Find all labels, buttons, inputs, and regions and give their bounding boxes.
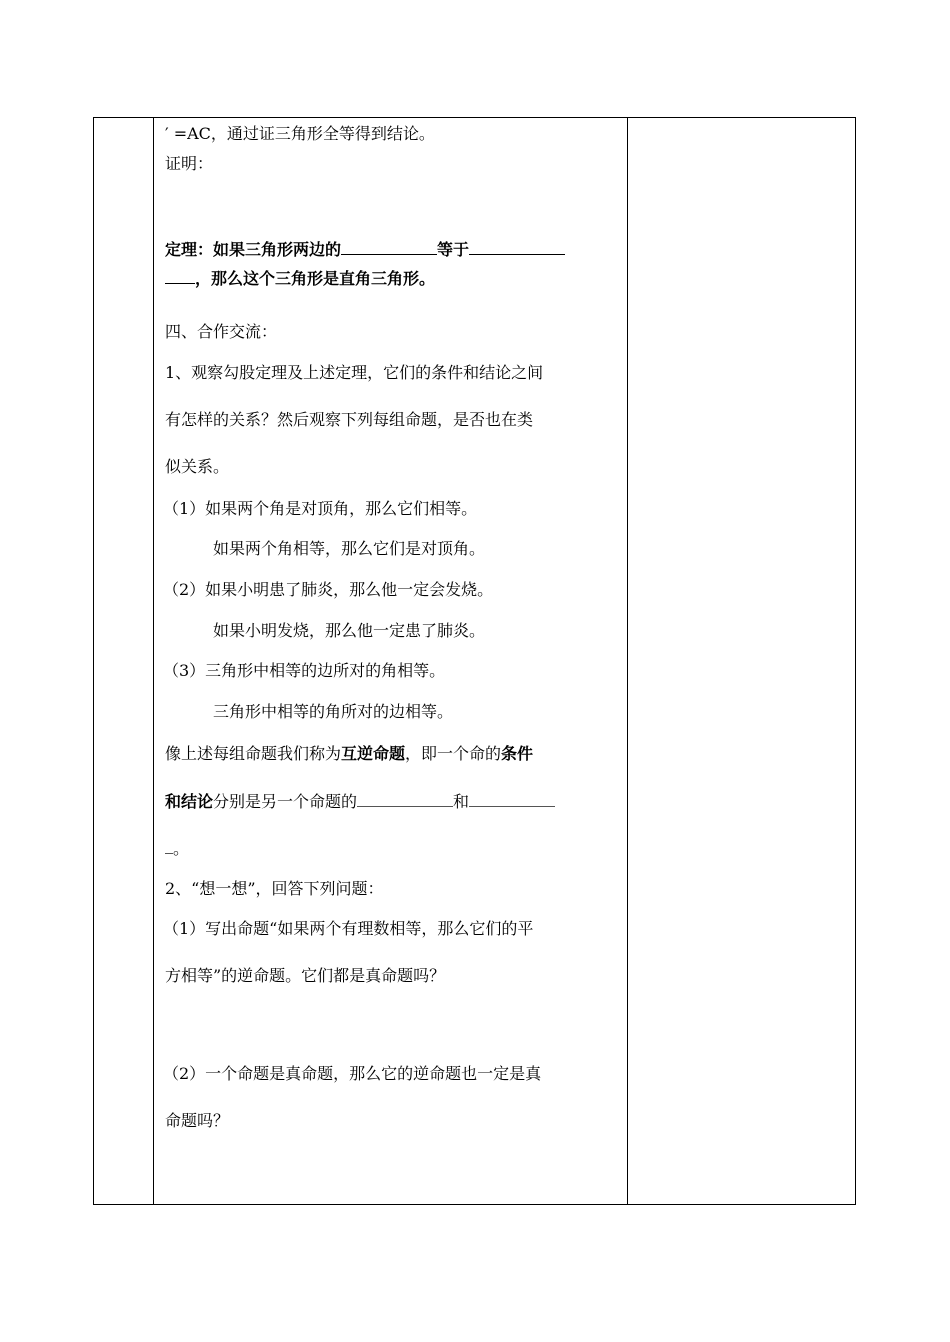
- theorem-blank-2[interactable]: [469, 239, 565, 255]
- column-divider-left: [153, 118, 154, 1204]
- question-2-2a: （2）一个命题是真命题，那么它的逆命题也一定是真: [163, 1064, 542, 1083]
- theorem-line-1: 定理：如果三角形两边的 等于: [165, 239, 565, 260]
- inverse-line-2: 和结论分别是另一个命题的 和: [165, 791, 555, 812]
- question-2-2b: 命题吗？: [165, 1111, 230, 1130]
- question-2-1a: （1）写出命题“如果两个有理数相等，那么它们的平: [163, 919, 534, 938]
- proposition-3a: （3）三角形中相等的边所对的角相等。: [163, 661, 446, 680]
- answer-blank-1[interactable]: [357, 791, 453, 807]
- text-line: 似关系。: [165, 457, 230, 476]
- proposition-2a: （2）如果小明患了肺炎，那么他一定会发烧。: [163, 580, 494, 599]
- lesson-table: [93, 117, 856, 1205]
- text-line: 1、观察勾股定理及上述定理，它们的条件和结论之间: [165, 363, 544, 382]
- section-title: 四、合作交流：: [165, 322, 278, 341]
- question-2-1b: 方相等”的逆命题。它们都是真命题吗？: [165, 966, 446, 985]
- proposition-1b: 如果两个角相等，那么它们是对顶角。: [213, 539, 486, 558]
- proposition-3b: 三角形中相等的角所对的边相等。: [213, 702, 454, 721]
- answer-blank-2[interactable]: [469, 791, 555, 807]
- text-line: ′ =AC，通过证三角形全等得到结论。: [165, 124, 435, 143]
- answer-blank-2-cont[interactable]: [165, 838, 173, 854]
- text-line: 证明：: [165, 154, 214, 173]
- theorem-line-2: ，那么这个三角形是直角三角形。: [165, 268, 435, 289]
- inverse-line-1: 像上述每组命题我们称为互逆命题，即一个命的条件: [165, 744, 534, 763]
- column-divider-right: [627, 118, 628, 1204]
- theorem-blank-2-cont[interactable]: [165, 268, 195, 284]
- text-line: 有怎样的关系？然后观察下列每组命题，是否也在类: [165, 410, 534, 429]
- proposition-2b: 如果小明发烧，那么他一定患了肺炎。: [213, 621, 486, 640]
- inverse-line-3: 。: [165, 838, 189, 859]
- text-line: 2、“想一想”，回答下列问题：: [165, 879, 384, 898]
- proposition-1a: （1）如果两个角是对顶角，那么它们相等。: [163, 499, 478, 518]
- theorem-blank-1[interactable]: [341, 239, 437, 255]
